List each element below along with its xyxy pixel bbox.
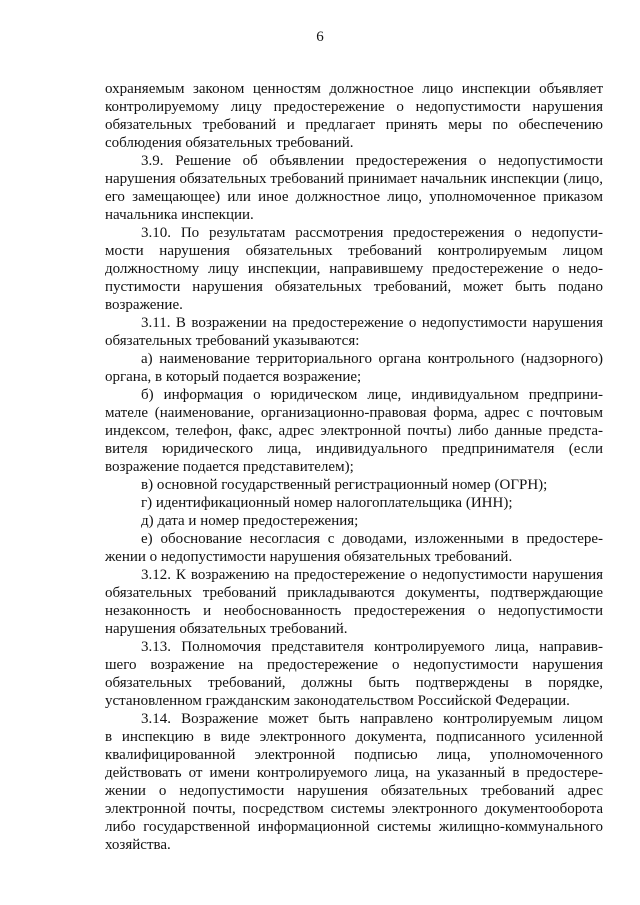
paragraph — [105, 314, 603, 350]
paragraph — [105, 476, 603, 494]
text-line: обязательных требований указываются: — [105, 333, 360, 349]
text-line: действовать от имени контролируемого лица, на указанный в предостере- — [105, 765, 603, 781]
page-number: 6 — [316, 29, 324, 45]
text-line: обязательных требований, должны быть подтверждены в порядке, — [105, 675, 603, 691]
text-line: мателе (наименование, организационно-правовая форма, адрес с почтовым — [105, 405, 603, 421]
text-line: жении о недопустимости нарушения обязательных требований адрес — [105, 783, 603, 799]
text-line: индексом, телефон, факс, адрес электронной почты) либо данные предста- — [105, 423, 603, 439]
text-line: незаконность и необоснованность предостережения о недопустимости — [105, 603, 603, 619]
text-line: начальника инспекции. — [105, 207, 254, 223]
text-line: органа, в который подается возражение; — [105, 369, 362, 385]
text-line: д) дата и номер предостережения; — [141, 513, 359, 529]
paragraph — [105, 152, 603, 224]
text-line: в) основной государственный регистрационный номер (ОГРН); — [141, 477, 548, 493]
text-line: пустимости нарушения обязательных требований, может быть подано — [105, 279, 603, 295]
text-line: контролируемому лицу предостережение о недопустимости нарушения — [105, 99, 603, 115]
paragraph — [105, 638, 603, 710]
text-line: а) наименование территориального органа контрольного (надзорного) — [141, 351, 603, 367]
text-line: е) обоснование несогласия с доводами, изложенными в предостере- — [141, 531, 603, 547]
text-line: квалифицированной электронной подписью лица, уполномоченного — [105, 747, 603, 763]
text-line: 3.12. К возражению на предостережение о недопустимости нарушения — [141, 567, 603, 583]
text-line: нарушения обязательных требований принимает начальник инспекции (лицо, — [105, 171, 603, 187]
paragraph — [105, 350, 603, 386]
paragraph — [105, 494, 603, 512]
paragraph — [105, 80, 603, 152]
text-line: соблюдения обязательных требований. — [105, 135, 354, 151]
text-line: установленном гражданским законодательством Российской Федерации. — [105, 693, 570, 709]
text-line: возражение. — [105, 297, 183, 313]
paragraph — [105, 512, 603, 530]
text-line: должностному лицу инспекции, направившему предостережение о недо- — [105, 261, 603, 277]
text-line: обязательных требований прикладываются документы, подтверждающие — [105, 585, 603, 601]
text-line: 3.9. Решение об объявлении предостережения о недопустимости — [141, 153, 603, 169]
text-line: 3.10. По результатам рассмотрения предостережения о недопусти- — [141, 225, 603, 241]
text-line: либо государственной информационной системы жилищно-коммунального — [105, 819, 603, 835]
paragraph — [105, 566, 603, 638]
text-line: возражение подается представителем); — [105, 459, 354, 475]
text-line: г) идентификационный номер налогоплательщика (ИНН); — [141, 495, 513, 511]
text-line: охраняемым законом ценностям должностное лицо инспекции объявляет — [105, 81, 603, 97]
paragraph — [105, 530, 603, 566]
text-line: 3.11. В возражении на предостережение о недопустимости нарушения — [141, 315, 603, 331]
text-line: вителя юридического лица, индивидуального предпринимателя (если — [105, 441, 603, 457]
text-line: б) информация о юридическом лице, индивидуальном предприни- — [141, 387, 603, 403]
document-body — [105, 80, 603, 854]
text-line: жении о недопустимости нарушения обязательных требований. — [105, 549, 513, 565]
paragraph — [105, 710, 603, 854]
text-line: хозяйства. — [105, 837, 171, 853]
text-line: мости нарушения обязательных требований контролируемым лицом — [105, 243, 603, 259]
text-line: его замещающее) или иное должностное лицо, уполномоченное приказом — [105, 189, 603, 205]
text-line: 3.14. Возражение может быть направлено контролируемым лицом — [141, 711, 603, 727]
text-line: нарушения обязательных требований. — [105, 621, 348, 637]
paragraph — [105, 386, 603, 476]
text-line: шего возражение на предостережение о недопустимости нарушения — [105, 657, 603, 673]
paragraph — [105, 224, 603, 314]
text-line: электронной почты, посредством системы электронного документооборота — [105, 801, 603, 817]
text-line: обязательных требований и предлагает принять меры по обеспечению — [105, 117, 603, 133]
text-line: в инспекцию в виде электронного документа, подписанного усиленной — [105, 729, 603, 745]
text-line: 3.13. Полномочия представителя контролируемого лица, направив- — [141, 639, 603, 655]
